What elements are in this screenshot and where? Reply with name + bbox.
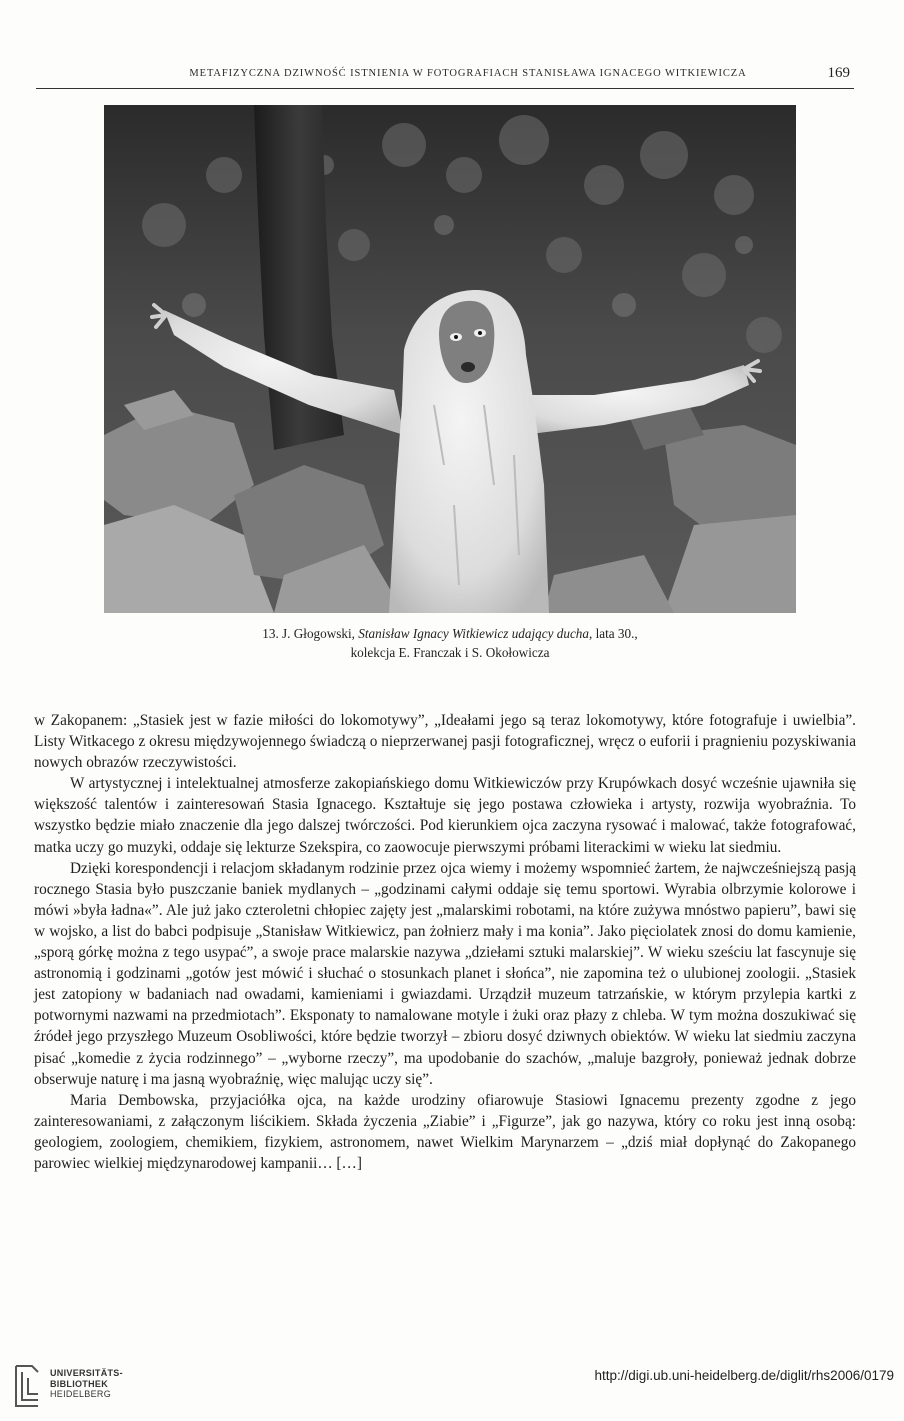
paragraph-2: W artystycznej i intelektualnej atmosferze zakopiańskiego domu Witkiewiczów przy Krupówkach dosyć wcześnie ujawniła się większość talentów i zainteresowań Stasia Ignacego. Kształtuje się jego postawa człowieka i artysty, rozwija wyobraźnia. To wszystko będzie miało znaczenie dla jego dalszej twórczości. Pod kierunkiem ojca zaczyna rysować i malować, także fotografować, matka uczy go muzyki, oddaje się lekturze Szekspira, co zaowocuje pierwszymi próbami literackimi w wieku lat siedmiu. [34,775,856,856]
figure-caption [120,624,780,662]
source-url[interactable]: http://digi.ub.uni-heidelberg.de/diglit/rhs2006/0179 [594,1368,894,1383]
logo-line-2: BIBLIOTHEK [50,1378,108,1389]
paragraph-3: Dzięki korespondencji i relacjom składanym rodzinie przez ojca wiemy i możemy wspomnieć żartem, że najwcześniejszą pasją rocznego Stasia było puszczanie baniek mydlanych – „godzinami całymi oddaje się temu sportowi. Wyrabia olbrzymie kolorowe i mówi »była ładna«”. Ale już jako czteroletni chłopiec zajęty jest „malarskimi robotami, na które zużywa mnóstwo papieru”, bawi się w wojsko, a list do babci podpisuje „Stanisław Witkiewicz, pan żołnierz mały i ma konia”. Jako pięciolatek znosi do domu kamienie, „sporą górkę można z tego usypać”, a swoje prace malarskie nazywa „dziełami sztuki malarskiej”. W wieku sześciu lat fascynuje się astronomią i godzinami „gotów jest mówić i słuchać o stosunkach planet i słońca”, nie zapomina też o ulubionej zoologii. „Stasiek jest zatopiony w badaniach nad owadami, kamieniami i gwiazdami. Urządził muzeum tatrzańskie, w którym przylepia kartki z potwornymi nazwami na przedmiotach”. Eksponaty to namalowane motyle i żuki oraz płazy z chleba. W tym można doszukiwać się źródeł jego przyszłego Muzeum Osobliwości, które będzie tworzył – zbioru dosyć dziwnych obiektów. W wieku lat siedmiu zaczyna pisać „komedie z życia rodzinnego” – „wyborne rzeczy”, ma upodobanie do szachów, „maluje bazgroły, ponieważ jednak dobrze obserwuje naturę i ma jasną wyobraźnię, więc malując uczy się”. [34,859,856,1088]
paragraph-4: Maria Dembowska, przyjaciółka ojca, na każde urodziny ofiarowuje Stasiowi Ignacemu prezenty zgodne z jego zainteresowaniami, z załączonym liścikiem. Składa życzenia „Ziabie” i „Figurze”, jak go nazywa, który co roku jest inną osobą: geologiem, zoologiem, chemikiem, fizykiem, astronomem, nawet Wielkim Marynarzem – „dziś miał dopłynąć do Zakopanego parowiec wielkiej międzynarodowej kampanii… […] [34,1091,856,1172]
caption-line-1 [120,624,780,643]
page-number: 169 [827,65,850,81]
running-title: METAFIZYCZNA DZIWNOŚĆ ISTNIENIA W FOTOGRAFIACH STANISŁAWA IGNACEGO WITKIEWICZA [189,68,747,79]
body-text [34,710,856,1174]
caption-suffix: , lata 30., [589,626,638,641]
library-logo [12,1362,142,1410]
logo-line-1: UNIVERSITÄTS- [50,1368,123,1378]
library-logo-text [50,1368,123,1400]
paragraph-1: w Zakopanem: „Stasiek jest w fazie miłości do lokomotywy”, „Ideałami jego są teraz lokomotywy, które fotografuje i uwielbia”. Listy Witkacego z okresu międzywojennego świadczą o nieprzerwanej pasji fotograficznej, wręcz o euforii i pragnieniu pozyskiwania nowych obrazów rzeczywistości. [34,712,856,772]
figure-photograph [104,105,796,613]
caption-prefix: 13. J. Głogowski, [262,626,359,641]
caption-line-2: kolekcja E. Franczak i S. Okołowicza [350,645,550,660]
library-logo-icon [12,1364,42,1408]
caption-title: Stanisław Ignacy Witkiewicz udający ducha [358,626,589,641]
running-header [36,66,854,89]
logo-line-3: HEIDELBERG [50,1389,112,1399]
